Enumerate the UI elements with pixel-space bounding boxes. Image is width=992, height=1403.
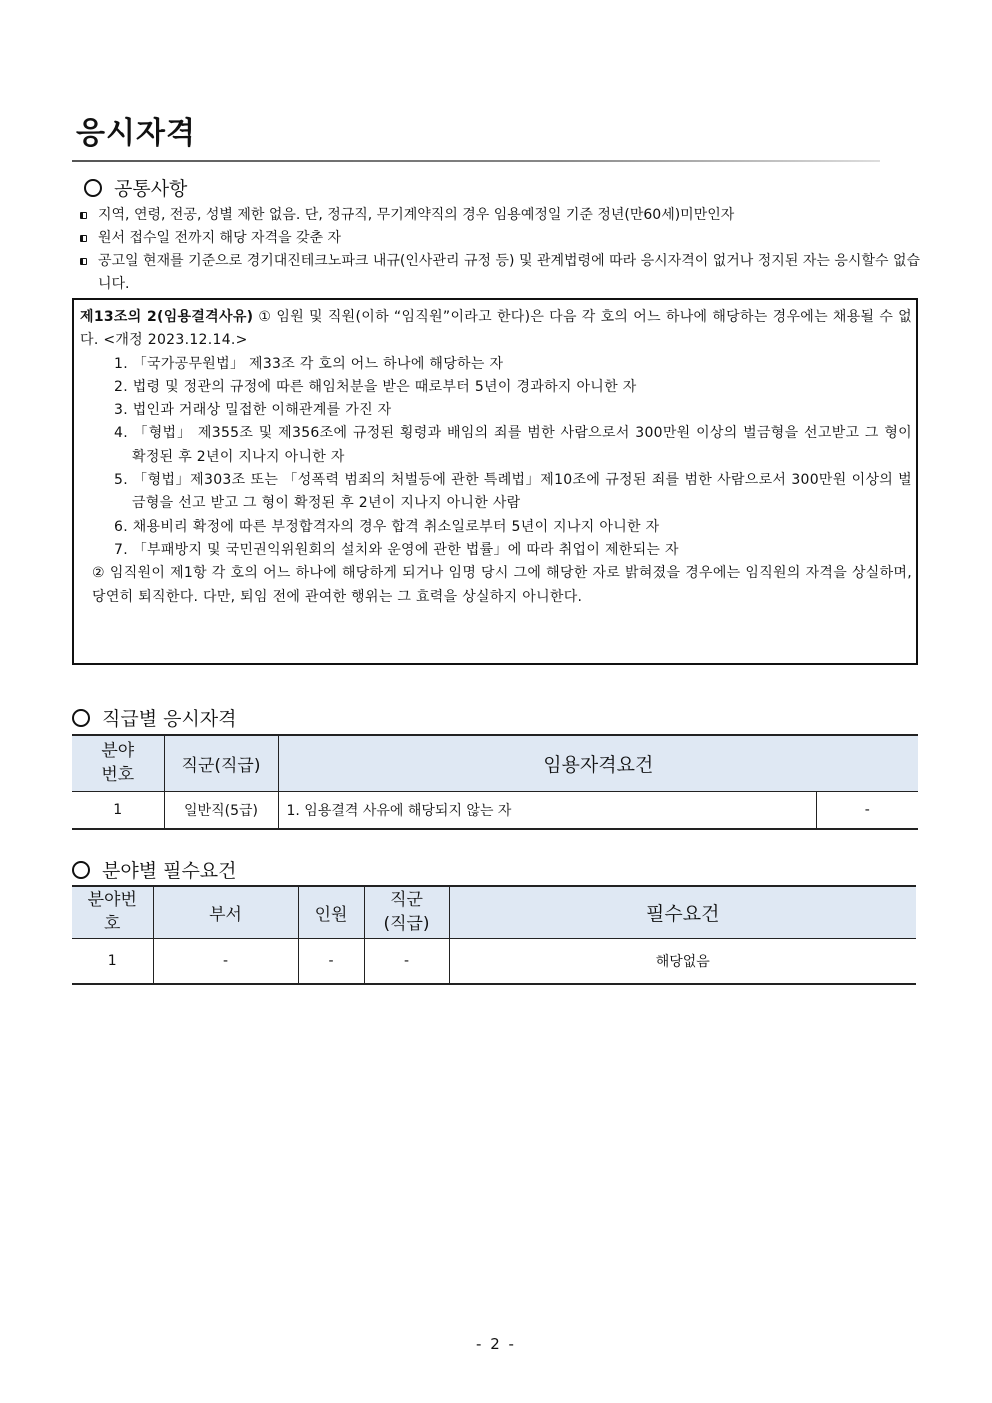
square-bullet-icon bbox=[80, 212, 87, 219]
law-item: 4. 「형법」 제355조 및 제356조에 규정된 횡령과 배임의 죄를 범한 사람으로서 300만원 이상의 벌금형을 선고받고 그 형이 확정된 후 2년이 지나지 아니한 자 bbox=[114, 425, 912, 465]
table-header-row bbox=[72, 735, 918, 791]
col-header-grade: 직군(직급) bbox=[164, 735, 278, 791]
common-bullet-list bbox=[78, 204, 920, 296]
law-heading: 제13조의 2(임용결격사유) bbox=[80, 309, 254, 325]
law-paragraph-2: ② 임직원이 제1항 각 호의 어느 하나에 해당하게 되거나 임명 당시 그에 해당한 자로 밝혀졌을 경우에는 임직원의 자격을 상실하며, 당연히 퇴직한다. 다만, 퇴임 전에 관여한 행위는 그 효력을 상실하지 아니한다. bbox=[92, 565, 912, 605]
square-bullet-icon bbox=[80, 235, 87, 242]
field-requirements-table bbox=[72, 885, 916, 985]
circle-bullet-icon bbox=[72, 709, 90, 727]
grade-table-heading bbox=[72, 704, 237, 731]
title-divider bbox=[72, 160, 880, 162]
law-item: 6. 채용비리 확정에 따른 부정합격자의 경우 합격 취소일로부터 5년이 지나지 아니한 자 bbox=[114, 518, 660, 535]
field-table-heading bbox=[72, 856, 237, 883]
cell-required-conditions: 해당없음 bbox=[449, 938, 916, 984]
law-intro-text: ① 임원 및 직원(이하 “임직원”이라고 한다)은 다음 각 호의 어느 하나에 해당하는 경우에는 채용될 수 없다. <개정 2023.12.14.> bbox=[80, 309, 912, 349]
law-item: 7. 「부패방지 및 국민권익위원회의 설치와 운영에 관한 법률」에 따라 취업이 제한되는 자 bbox=[114, 541, 679, 558]
law-item: 3. 법인과 거래상 밀접한 이해관계를 가진 자 bbox=[114, 402, 392, 419]
law-intro bbox=[80, 306, 912, 353]
grade-qualification-table bbox=[72, 734, 918, 830]
grade-heading-text: 직급별 응시자격 bbox=[102, 708, 237, 730]
cell-extra: - bbox=[816, 791, 918, 829]
list-item bbox=[78, 204, 920, 227]
cell-field-no: 1 bbox=[72, 791, 164, 829]
cell-department: - bbox=[153, 938, 298, 984]
law-item: 1. 「국가공무원법」 제33조 각 호의 어느 하나에 해당하는 자 bbox=[114, 355, 504, 372]
cell-headcount: - bbox=[298, 938, 364, 984]
col-header-grade: 직군 (직급) bbox=[364, 886, 449, 938]
page-title: 응시자격 bbox=[76, 116, 196, 151]
col-header-required-conditions: 필수요건 bbox=[449, 886, 916, 938]
bullet-text: 원서 접수일 전까지 해당 자격을 갖춘 자 bbox=[98, 230, 342, 246]
law-item: 5. 「형법」제303조 또는 「성폭력 범죄의 처벌등에 관한 특례법」제10조에 규정된 죄를 범한 사람으로서 300만원 이상의 벌금형을 선고 받고 그 형이 확정된 후 2년이 지나지 아니한 사람 bbox=[114, 472, 912, 512]
list-item bbox=[78, 250, 920, 296]
cell-field-no: 1 bbox=[72, 938, 153, 984]
table-row bbox=[72, 938, 916, 984]
law-excerpt-box bbox=[72, 298, 918, 665]
col-header-requirements: 임용자격요건 bbox=[278, 735, 918, 791]
common-heading-text: 공통사항 bbox=[114, 178, 188, 200]
common-heading bbox=[84, 174, 187, 201]
bullet-text: 공고일 현재를 기준으로 경기대진테크노파크 내규(인사관리 규정 등) 및 관계법령에 따라 응시자격이 없거나 정지된 자는 응시할수 없습니다. bbox=[98, 253, 920, 292]
page-number: - 2 - bbox=[476, 1335, 516, 1353]
table-row bbox=[72, 791, 918, 829]
col-header-field-no: 분야번호 bbox=[72, 886, 153, 938]
col-header-headcount: 인원 bbox=[298, 886, 364, 938]
col-header-department: 부서 bbox=[153, 886, 298, 938]
bullet-text: 지역, 연령, 전공, 성별 제한 없음. 단, 정규직, 무기계약직의 경우 임용예정일 기준 정년(만60세)미만인자 bbox=[98, 207, 735, 223]
col-header-field-no: 분야 번호 bbox=[72, 735, 164, 791]
square-bullet-icon bbox=[80, 258, 87, 265]
circle-bullet-icon bbox=[84, 179, 102, 197]
field-heading-text: 분야별 필수요건 bbox=[102, 860, 237, 882]
cell-grade: 일반직(5급) bbox=[164, 791, 278, 829]
cell-requirement: 1. 임용결격 사유에 해당되지 않는 자 bbox=[278, 791, 816, 829]
table-header-row bbox=[72, 886, 916, 938]
circle-bullet-icon bbox=[72, 861, 90, 879]
cell-grade: - bbox=[364, 938, 449, 984]
list-item bbox=[78, 227, 920, 250]
law-item: 2. 법령 및 정관의 규정에 따른 해임처분을 받은 때로부터 5년이 경과하지 아니한 자 bbox=[114, 378, 637, 395]
